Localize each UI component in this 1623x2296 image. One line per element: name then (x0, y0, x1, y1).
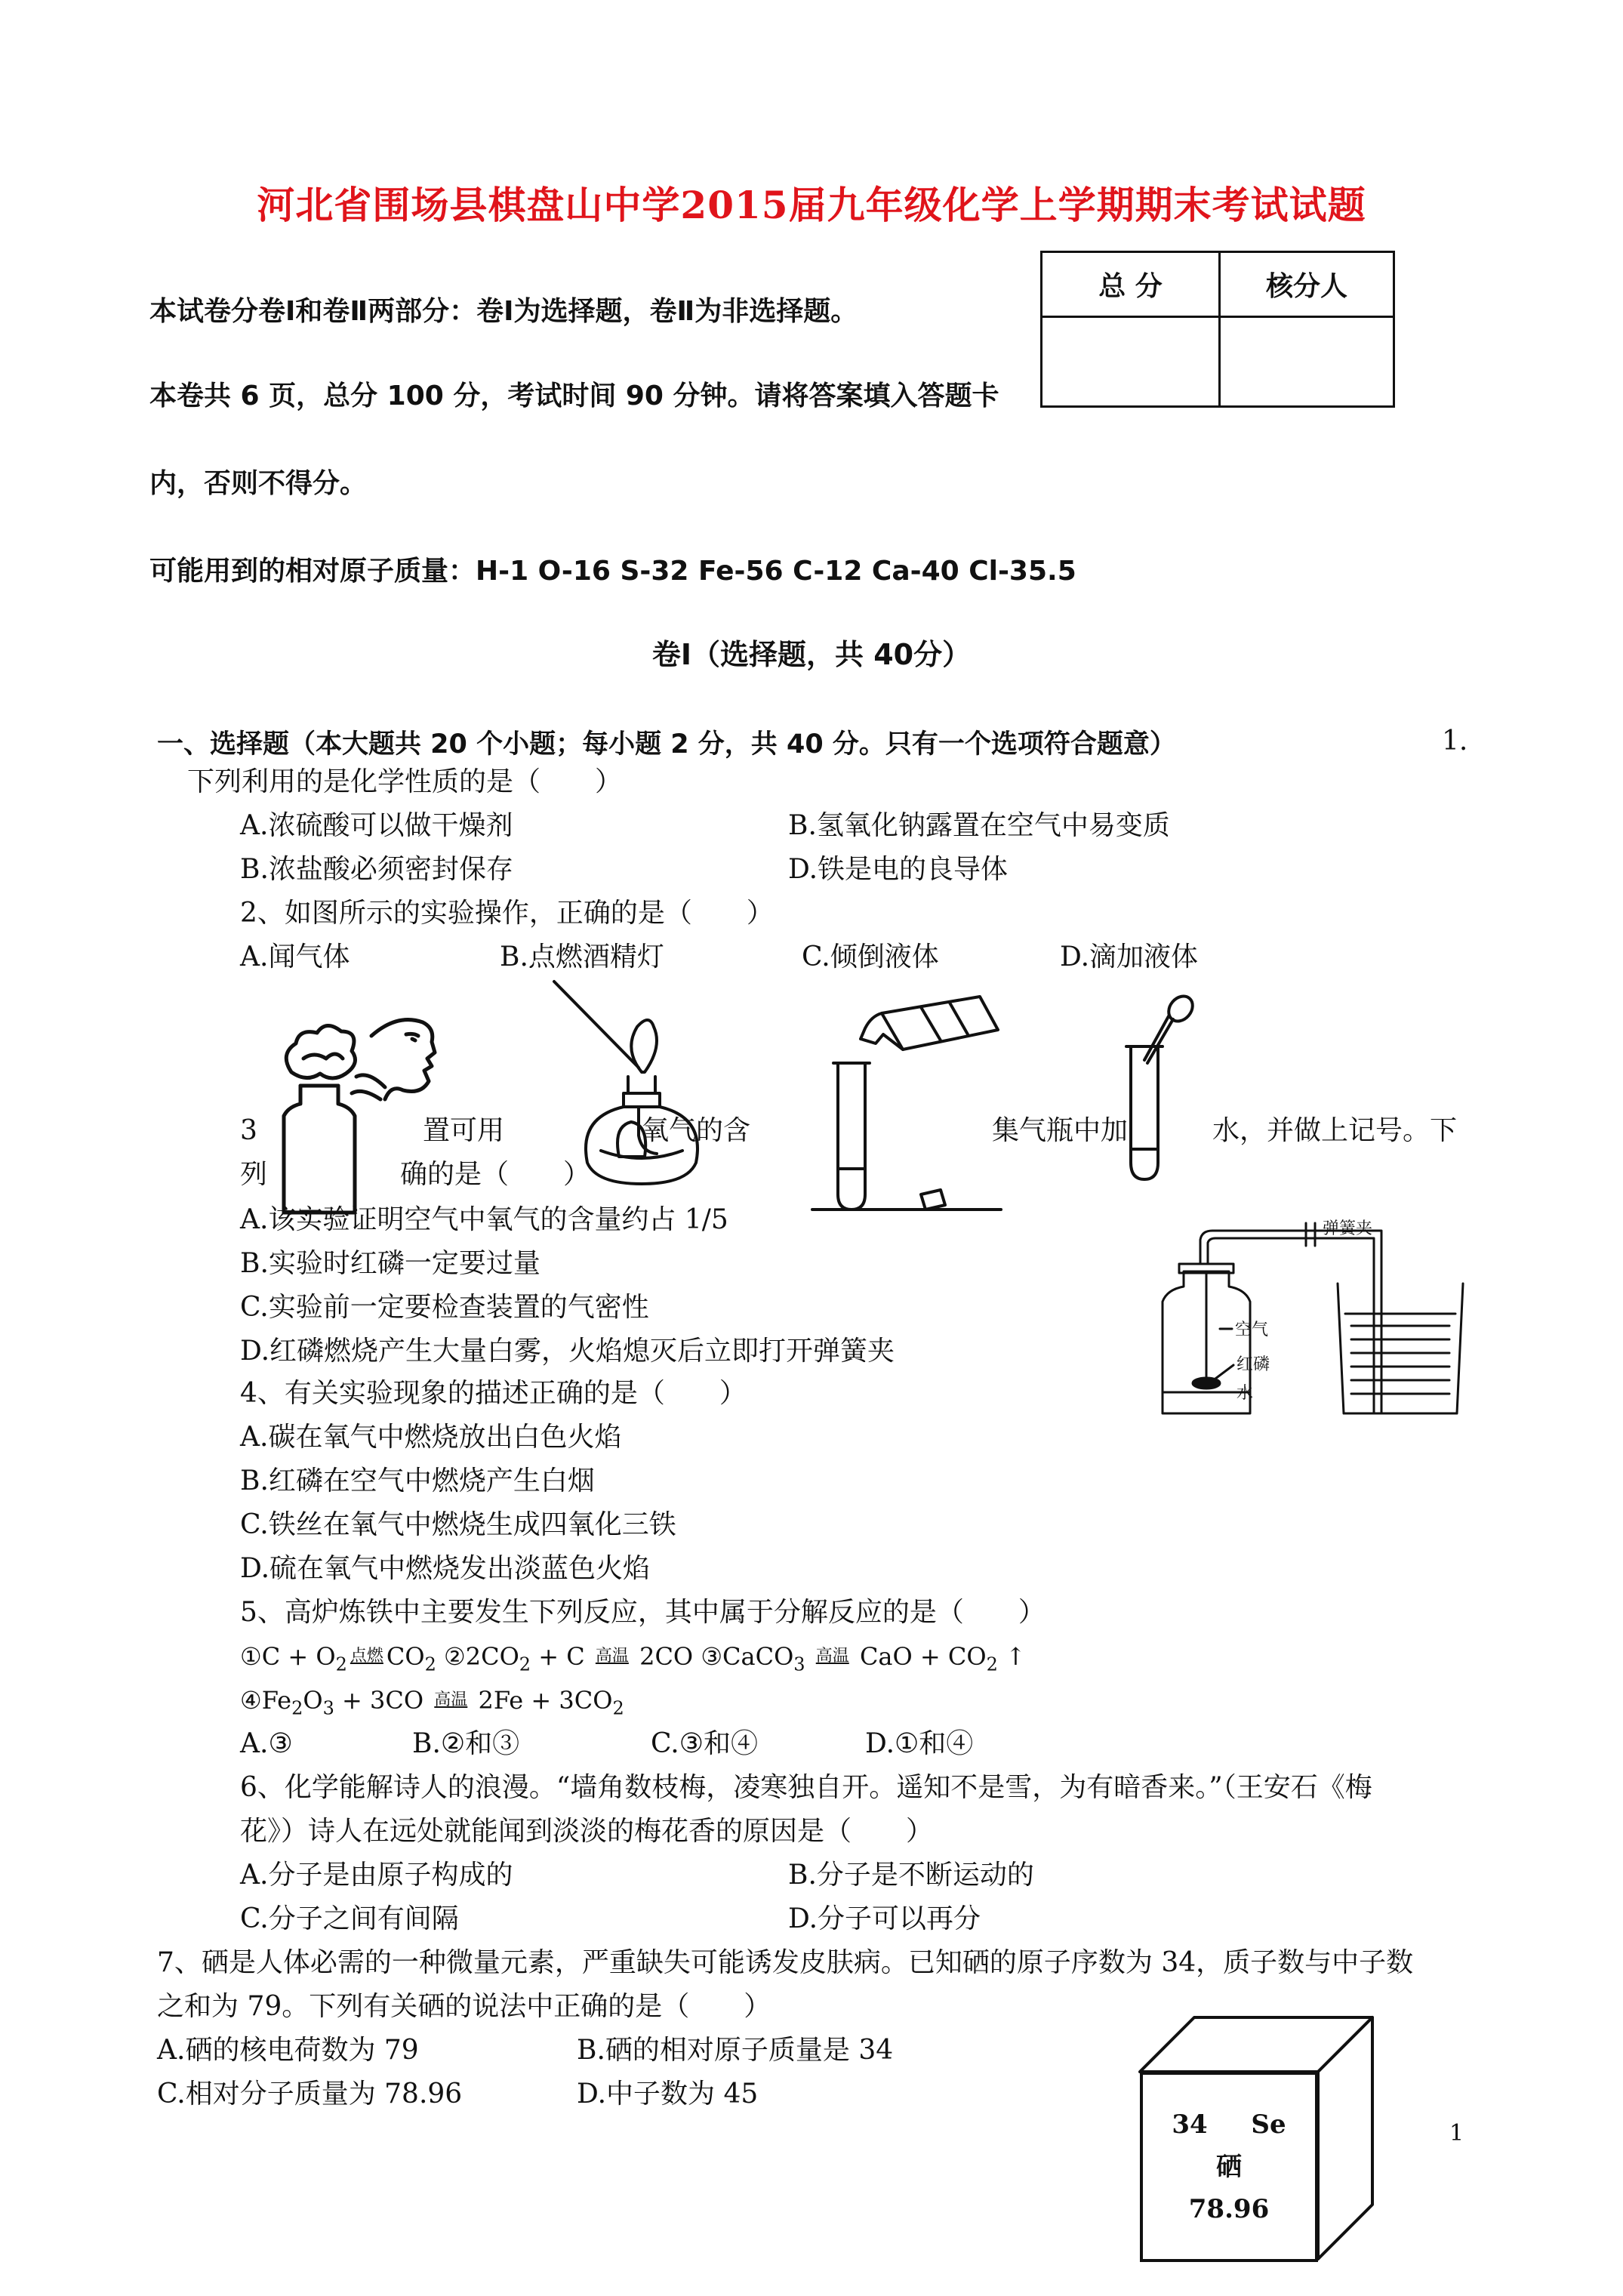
q4-option-c[interactable]: C.铁丝在氧气中燃烧生成四氧化三铁 (240, 1509, 676, 1540)
q1-option-d[interactable]: D.铁是电的良导体 (788, 854, 1009, 885)
alcohol-lamp-figure (544, 974, 725, 1216)
cond-ignite-1: 点燃 (350, 1647, 383, 1666)
element-mass: 78.96 (1188, 2194, 1270, 2224)
q4-stem: 4、有关实验现象的描述正确的是（ ） (240, 1378, 747, 1409)
q3-stem-part-7: 确的是（ ） (400, 1159, 591, 1190)
label-water: 水 (1236, 1384, 1254, 1403)
q4-option-d[interactable]: D.硫在氧气中燃烧发出淡蓝色火焰 (240, 1553, 651, 1584)
label-phosphorus: 红磷 (1236, 1355, 1270, 1374)
cond-high-3: 高温 (815, 1647, 849, 1666)
q3-stem-part-1: 3 (240, 1115, 257, 1146)
element-number: 34 (1172, 2110, 1208, 2140)
q2-option-a[interactable]: A.闻气体 (240, 942, 350, 972)
q1-number: 1. (1442, 726, 1468, 757)
cond-high-2: 高温 (595, 1647, 629, 1666)
q6-line-1: 6、化学能解诗人的浪漫。“墙角数枝梅，凌寒独自开。遥知不是雪，为有暗香来。”（王安石《梅 (240, 1772, 1372, 1803)
notice-line-2: 本卷共 6 页，总分 100 分，考试时间 90 分钟。请将答案填入答题卡 (149, 381, 999, 411)
q6-option-d[interactable]: D.分子可以再分 (788, 1903, 981, 1934)
q3-stem-part-3: 氧气的含 (642, 1115, 751, 1146)
q3-option-d[interactable]: D.红磷燃烧产生大量白雾，火焰熄灭后立即打开弹簧夹 (240, 1336, 895, 1367)
q3-stem-part-4: 集气瓶中加 (992, 1115, 1129, 1146)
cond-high-4: 高温 (434, 1690, 468, 1709)
q6-option-a[interactable]: A.分子是由原子构成的 (240, 1860, 513, 1891)
q2-stem: 2、如图所示的实验操作，正确的是（ ） (240, 898, 774, 929)
element-symbol: Se (1251, 2110, 1286, 2140)
q7-line-1: 7、硒是人体必需的一种微量元素，严重缺失可能诱发皮肤病。已知硒的原子序数为 34，质子数与中子数 (157, 1947, 1414, 1978)
q3-option-c[interactable]: C.实验前一定要检查装置的气密性 (240, 1292, 649, 1323)
q7-option-b[interactable]: B.硒的相对原子质量是 34 (577, 2035, 894, 2066)
q4-option-b[interactable]: B.红磷在空气中燃烧产生白烟 (240, 1465, 595, 1496)
q3-option-b[interactable]: B.实验时红磷一定要过量 (240, 1248, 540, 1279)
score-header-checker: 核分人 (1221, 253, 1393, 318)
q1-option-b[interactable]: B.氢氧化钠露置在空气中易变质 (788, 810, 1170, 841)
score-header-total: 总 分 (1042, 253, 1221, 318)
atomic-mass-line: 可能用到的相对原子质量：H-1 O-16 S-32 Fe-56 C-12 Ca-40 Cl-35.5 (149, 556, 1076, 587)
q5-stem: 5、高炉炼铁中主要发生下列反应，其中属于分解反应的是（ ） (240, 1597, 1046, 1628)
score-table (1040, 251, 1395, 408)
q5-option-b[interactable]: B.②和③ (412, 1728, 520, 1759)
label-clip: 弹簧夹 (1323, 1219, 1373, 1238)
q5-equations-line-1: ①C + $O_2$ 点燃 $CO_2$ $②2CO_2 + C$ 高温 2CO ③CaCO$_3$ 高温 CaO + $CO_2$ ↑ (240, 1638, 1026, 1682)
phosphorus-apparatus-figure (1147, 1217, 1464, 1421)
label-air: 空气 (1235, 1321, 1269, 1339)
element-card (1140, 2072, 1318, 2262)
section-heading: 卷Ⅰ（选择题，共 40分） (651, 638, 972, 671)
q5-option-d[interactable]: D.①和④ (865, 1728, 974, 1759)
q5-option-a[interactable]: A.③ (240, 1728, 293, 1759)
element-header (1172, 2103, 1286, 2146)
smell-gas-figure (257, 989, 445, 1216)
q7-line-2: 之和为 79。下列有关硒的说法中正确的是（ ） (157, 1991, 771, 2022)
q5-equations-line-2: $④Fe_2O_3 + 3CO$ 高温 $2Fe + 3CO_2$ (240, 1682, 624, 1726)
q6-option-b[interactable]: B.分子是不断运动的 (788, 1860, 1034, 1891)
q2-option-d[interactable]: D.滴加液体 (1060, 942, 1199, 972)
q6-option-c[interactable]: C.分子之间有间隔 (240, 1903, 459, 1934)
part-heading: 一、选择题（本大题共 20 个小题；每小题 2 分，共 40 分。只有一个选项符合题意） (157, 729, 1176, 760)
q3-stem-part-5: 水，并做上记号。下 (1212, 1115, 1458, 1146)
q6-line-2: 花》）诗人在远处就能闻到淡淡的梅花香的原因是（ ） (240, 1816, 934, 1847)
q7-option-d[interactable]: D.中子数为 45 (577, 2079, 759, 2110)
q3-option-a[interactable]: A.该实验证明空气中氧气的含量约占 1/5 (240, 1204, 728, 1235)
page-number: 1 (1449, 2120, 1464, 2147)
q2-option-b[interactable]: B.点燃酒精灯 (500, 942, 664, 972)
q3-stem-part-2: 置可用 (423, 1115, 505, 1146)
q7-option-c[interactable]: C.相对分子质量为 78.96 (157, 2079, 463, 2110)
notice-line-1: 本试卷分卷Ⅰ和卷Ⅱ两部分：卷Ⅰ为选择题，卷Ⅱ为非选择题。 (149, 296, 858, 327)
q3-stem-part-6: 列 (240, 1159, 268, 1190)
notice-line-3: 内，否则不得分。 (149, 468, 368, 499)
q7-option-a[interactable]: A.硒的核电荷数为 79 (157, 2035, 419, 2066)
element-name: 硒 (1216, 2152, 1242, 2182)
q5-option-c[interactable]: C.③和④ (651, 1728, 758, 1759)
q1-stem: 下列利用的是化学性质的是（ ） (187, 766, 623, 797)
q2-option-c[interactable]: C.倾倒液体 (802, 942, 939, 972)
q1-option-c[interactable]: B.浓盐酸必须密封保存 (240, 854, 513, 885)
page-title: 河北省围场县棋盘山中学2015届九年级化学上学期期末考试试题 (257, 183, 1366, 227)
score-cell-total[interactable] (1042, 318, 1221, 405)
pour-liquid-figure (808, 991, 1012, 1217)
q4-option-a[interactable]: A.碳在氧气中燃烧放出白色火焰 (240, 1422, 622, 1453)
drop-liquid-figure (1116, 991, 1199, 1187)
score-cell-checker[interactable] (1221, 318, 1393, 405)
q1-option-a[interactable]: A.浓硫酸可以做干燥剂 (240, 810, 513, 841)
